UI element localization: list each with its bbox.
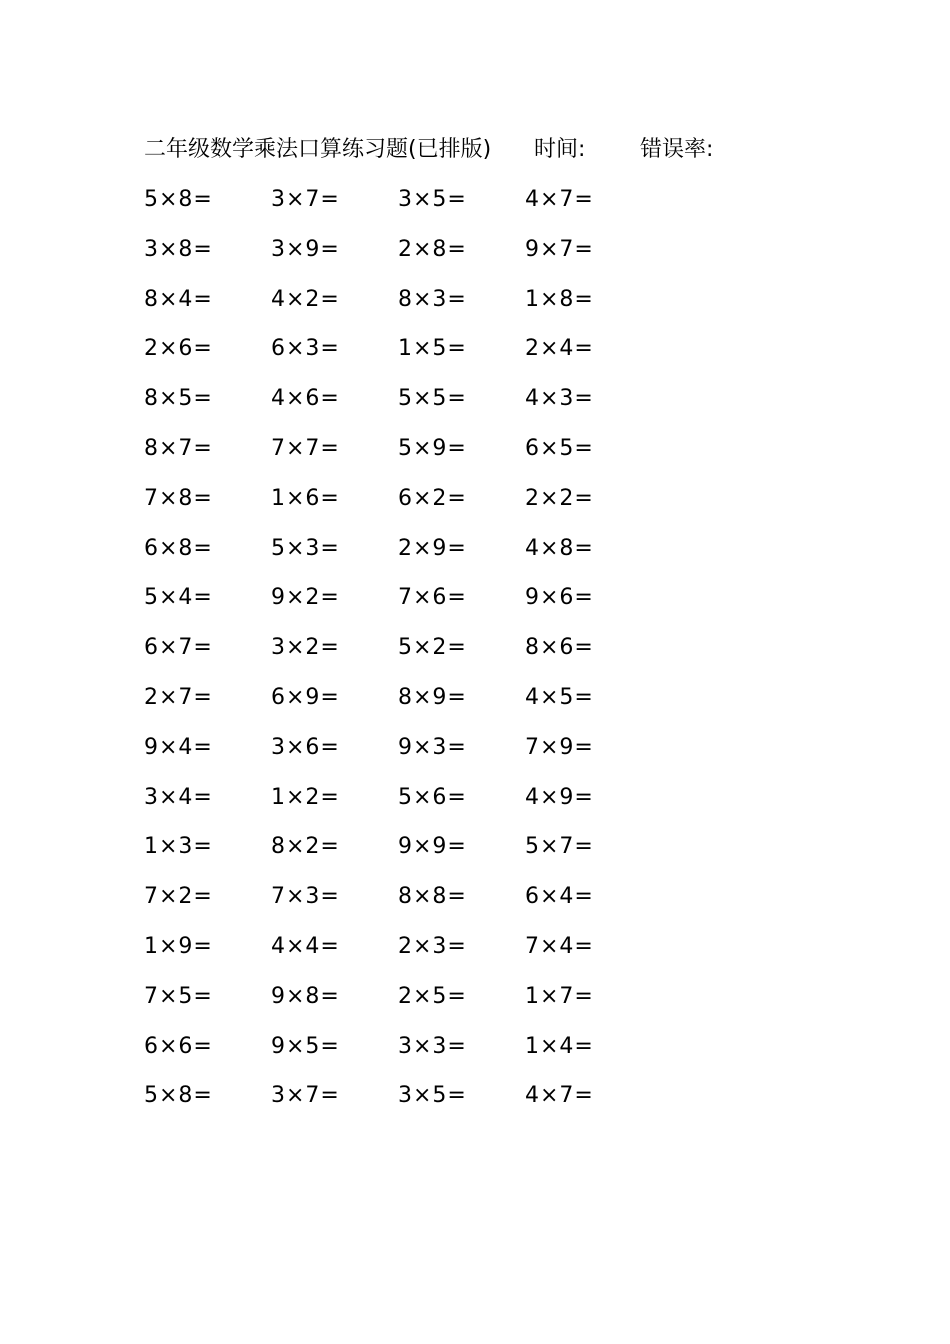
problem-item: 7×6= bbox=[398, 585, 467, 611]
problem-item: 7×5= bbox=[144, 983, 213, 1009]
problem-item: 4×8= bbox=[525, 535, 594, 561]
problem-item: 8×2= bbox=[271, 834, 340, 860]
problem-item: 1×4= bbox=[525, 1033, 594, 1059]
problem-row bbox=[144, 633, 704, 683]
problem-item: 8×5= bbox=[144, 386, 213, 412]
problem-row bbox=[144, 583, 704, 633]
problem-item: 8×7= bbox=[144, 435, 213, 461]
problem-item: 2×5= bbox=[398, 983, 467, 1009]
problem-item: 7×3= bbox=[271, 884, 340, 910]
time-label: 时间: bbox=[534, 137, 586, 162]
problem-item: 4×9= bbox=[525, 784, 594, 810]
problem-item: 6×8= bbox=[144, 535, 213, 561]
problem-item: 4×7= bbox=[525, 1083, 594, 1109]
problem-item: 4×4= bbox=[271, 933, 340, 959]
problem-item: 1×3= bbox=[144, 834, 213, 860]
problem-item: 6×4= bbox=[525, 884, 594, 910]
problem-item: 2×8= bbox=[398, 236, 467, 262]
problem-item: 9×6= bbox=[525, 585, 594, 611]
problem-item: 9×4= bbox=[144, 734, 213, 760]
problem-item: 9×5= bbox=[271, 1033, 340, 1059]
problem-row bbox=[144, 384, 704, 434]
problem-row bbox=[144, 982, 704, 1032]
problem-item: 1×9= bbox=[144, 933, 213, 959]
problem-item: 6×2= bbox=[398, 485, 467, 511]
problem-item: 6×9= bbox=[271, 684, 340, 710]
problem-grid bbox=[144, 185, 704, 1131]
problem-item: 8×3= bbox=[398, 286, 467, 312]
problem-item: 5×5= bbox=[398, 386, 467, 412]
problem-item: 7×7= bbox=[271, 435, 340, 461]
error-rate-label: 错误率: bbox=[640, 137, 714, 162]
problem-row bbox=[144, 434, 704, 484]
problem-item: 8×6= bbox=[525, 635, 594, 661]
problem-row bbox=[144, 932, 704, 982]
problem-item: 5×8= bbox=[144, 187, 213, 212]
problem-item: 3×2= bbox=[271, 635, 340, 661]
problem-item: 3×7= bbox=[271, 1083, 340, 1109]
problem-item: 5×7= bbox=[525, 834, 594, 860]
problem-item: 2×7= bbox=[144, 684, 213, 710]
problem-item: 4×7= bbox=[525, 187, 594, 212]
problem-item: 9×8= bbox=[271, 983, 340, 1009]
problem-item: 2×4= bbox=[525, 336, 594, 362]
problem-item: 9×2= bbox=[271, 585, 340, 611]
problem-row bbox=[144, 534, 704, 584]
problem-item: 9×7= bbox=[525, 236, 594, 262]
problem-item: 5×4= bbox=[144, 585, 213, 611]
problem-item: 2×3= bbox=[398, 933, 467, 959]
problem-item: 4×6= bbox=[271, 386, 340, 412]
problem-item: 1×7= bbox=[525, 983, 594, 1009]
problem-item: 3×5= bbox=[398, 1083, 467, 1109]
problem-item: 3×7= bbox=[271, 187, 340, 212]
problem-item: 1×5= bbox=[398, 336, 467, 362]
problem-item: 5×2= bbox=[398, 635, 467, 661]
problem-item: 7×2= bbox=[144, 884, 213, 910]
problem-item: 3×8= bbox=[144, 236, 213, 262]
problem-row bbox=[144, 832, 704, 882]
problem-item: 2×9= bbox=[398, 535, 467, 561]
problem-row bbox=[144, 185, 704, 235]
problem-row bbox=[144, 235, 704, 285]
problem-item: 6×3= bbox=[271, 336, 340, 362]
problem-item: 8×8= bbox=[398, 884, 467, 910]
problem-item: 5×9= bbox=[398, 435, 467, 461]
problem-row bbox=[144, 334, 704, 384]
problem-item: 5×6= bbox=[398, 784, 467, 810]
problem-item: 7×8= bbox=[144, 485, 213, 511]
problem-row bbox=[144, 484, 704, 534]
problem-item: 4×2= bbox=[271, 286, 340, 312]
problem-item: 8×4= bbox=[144, 286, 213, 312]
problem-item: 5×8= bbox=[144, 1083, 213, 1109]
problem-row bbox=[144, 1081, 704, 1131]
problem-item: 8×9= bbox=[398, 684, 467, 710]
problem-item: 6×6= bbox=[144, 1033, 213, 1059]
problem-item: 9×3= bbox=[398, 734, 467, 760]
problem-item: 6×5= bbox=[525, 435, 594, 461]
problem-item: 4×5= bbox=[525, 684, 594, 710]
worksheet-title: 二年级数学乘法口算练习题(已排版) bbox=[144, 137, 492, 162]
problem-row bbox=[144, 285, 704, 335]
problem-item: 5×3= bbox=[271, 535, 340, 561]
problem-row bbox=[144, 1032, 704, 1082]
problem-item: 3×9= bbox=[271, 236, 340, 262]
problem-item: 1×2= bbox=[271, 784, 340, 810]
problem-row bbox=[144, 783, 704, 833]
problem-row bbox=[144, 882, 704, 932]
problem-item: 3×5= bbox=[398, 187, 467, 212]
problem-item: 1×6= bbox=[271, 485, 340, 511]
problem-item: 2×2= bbox=[525, 485, 594, 511]
problem-item: 7×4= bbox=[525, 933, 594, 959]
problem-item: 3×4= bbox=[144, 784, 213, 810]
problem-item: 3×6= bbox=[271, 734, 340, 760]
problem-item: 1×8= bbox=[525, 286, 594, 312]
problem-row bbox=[144, 733, 704, 783]
problem-item: 4×3= bbox=[525, 386, 594, 412]
problem-item: 2×6= bbox=[144, 336, 213, 362]
problem-row bbox=[144, 683, 704, 733]
problem-item: 9×9= bbox=[398, 834, 467, 860]
problem-item: 3×3= bbox=[398, 1033, 467, 1059]
problem-item: 6×7= bbox=[144, 635, 213, 661]
problem-item: 7×9= bbox=[525, 734, 594, 760]
